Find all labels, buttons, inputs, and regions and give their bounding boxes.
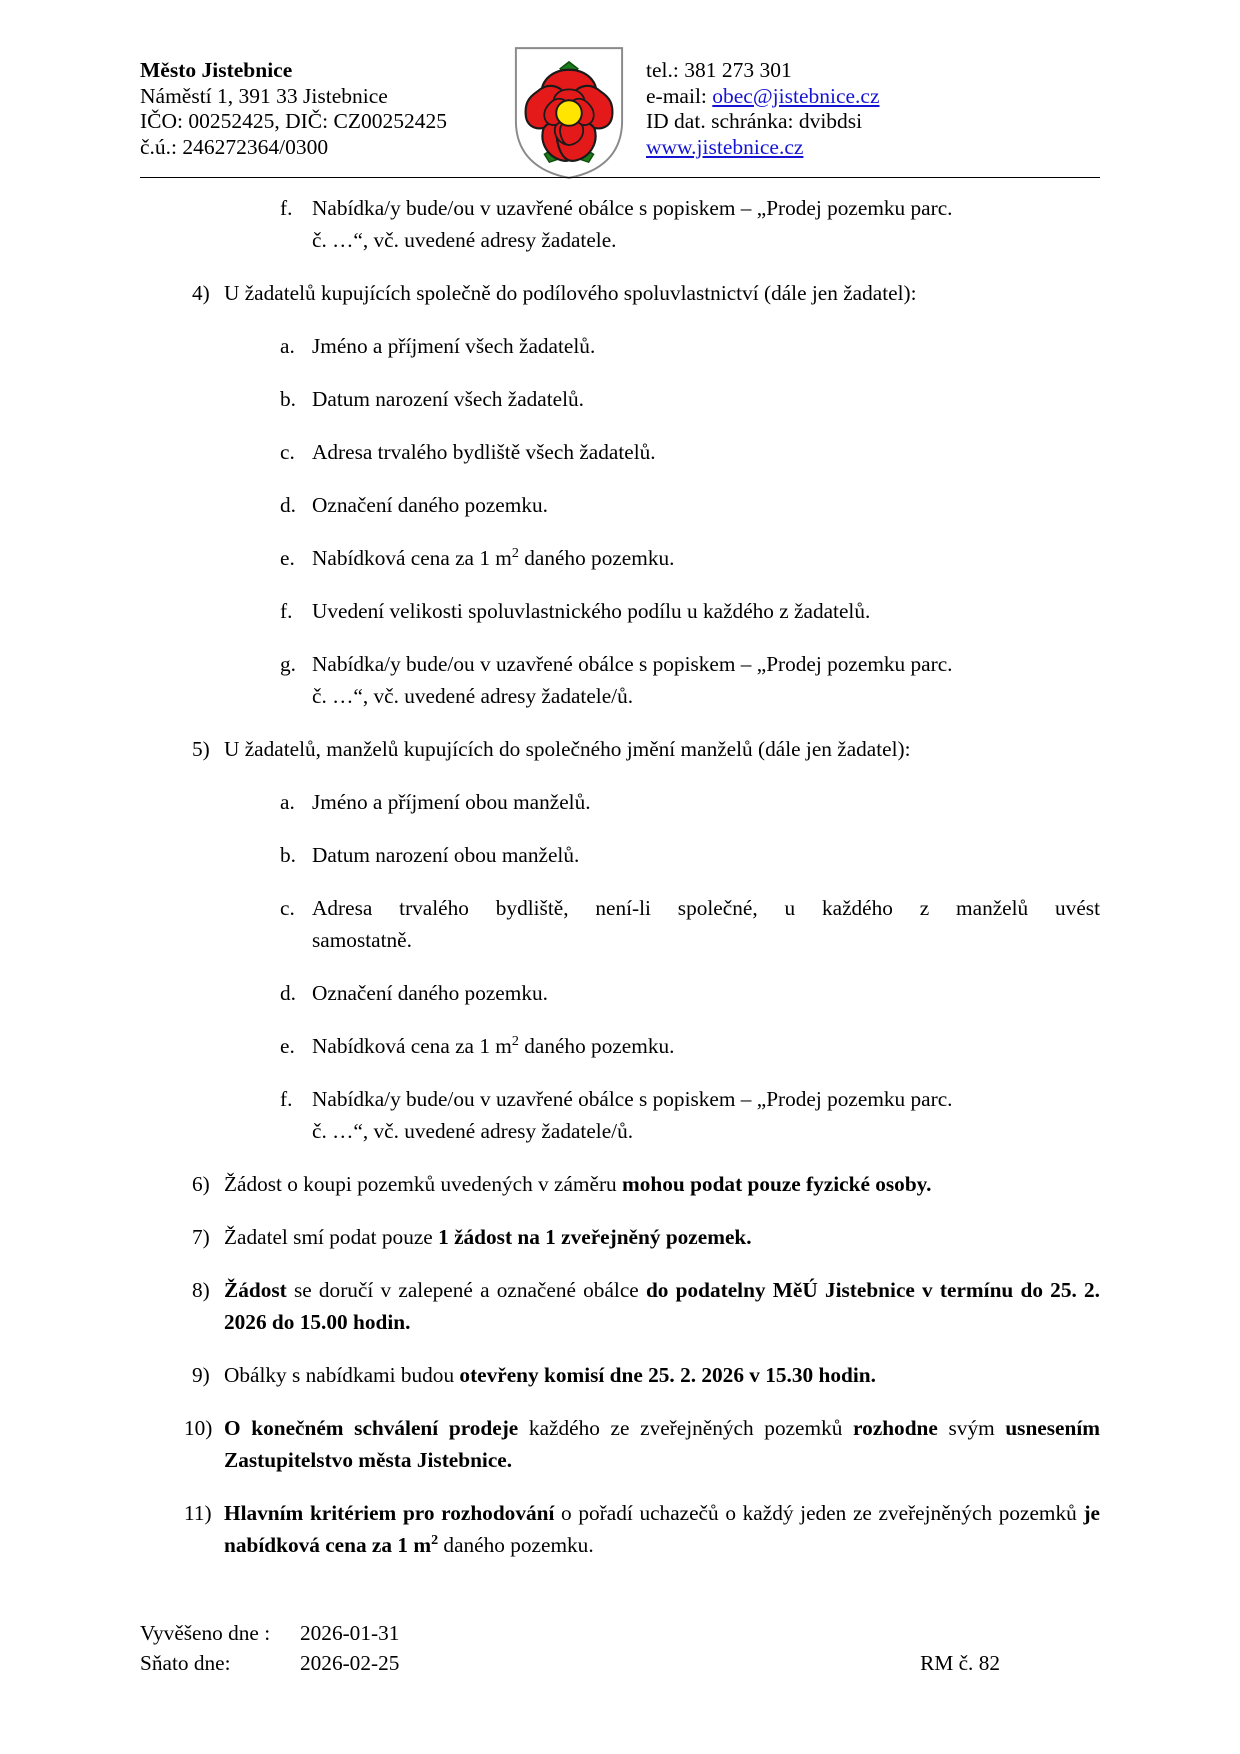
list-item-text: Označení daného pozemku. [312,981,548,1005]
contact-databox: ID dat. schránka: dvibdsi [646,109,863,133]
organization-name: Město Jistebnice [140,58,293,82]
list-item [140,192,1100,256]
list-marker: f. [280,599,293,623]
removed-date-value: 2026-02-25 [300,1651,400,1675]
list-item-text-bold: otevřeny komisí dne 25. 2. 2026 v 15.30 hodin. [459,1363,876,1387]
list-item-text: U žadatelů, manželů kupujících do společného jmění manželů (dále jen žadatel): [224,737,911,761]
superscript-square: 2 [511,544,519,561]
list-item-text-plain: se doručí v zalepené a označené obálce [286,1278,646,1302]
list-marker: 4) [192,281,210,305]
list-item-text: Označení daného pozemku. [312,493,548,517]
list-item-text-line1: Nabídka/y bude/ou v uzavřené obálce s popiskem – „Prodej pozemku parc. [312,652,953,676]
list-item [140,595,1100,627]
list-item-text-plain-2: svým [937,1416,1006,1440]
list-item-text-line2: č. …“, vč. uvedené adresy žadatele. [312,228,617,252]
list-item [140,330,1100,362]
contact-phone: tel.: 381 273 301 [646,58,792,82]
list-marker: g. [280,652,296,676]
list-marker: e. [280,1034,295,1058]
superscript-square: 2 [511,1032,519,1049]
list-marker: a. [280,790,295,814]
list-item-4 [140,277,1100,309]
list-item [140,839,1100,871]
contact-email-row [646,84,880,110]
list-marker: d. [280,493,296,517]
list-item-text-plain-1: o pořadí uchazečů o každý jeden ze zveřejněných pozemků [554,1501,1084,1525]
footer-removed-row [140,1648,1100,1678]
list-marker: 11) [184,1501,212,1525]
list-item-text: Jméno a příjmení obou manželů. [312,790,591,814]
document-reference: RM č. 82 [920,1651,1000,1675]
superscript-square: 2 [431,1531,439,1548]
list-marker: 6) [192,1172,210,1196]
list-item-text-post: daného pozemku. [518,546,675,570]
list-item-8 [140,1274,1100,1338]
removed-date-label: Sňato dne: [140,1651,231,1675]
list-item-6 [140,1168,1100,1200]
list-item-text-bold-1: Žádost [224,1278,287,1302]
list-item [140,786,1100,818]
list-item-text-line1: Adresa trvalého bydliště, není-li společné, u každého z manželů uvést [312,896,1100,920]
list-marker: e. [280,546,295,570]
list-item [140,542,1100,574]
document-body [140,192,1100,1582]
list-item-text-plain-2: daného pozemku. [438,1533,594,1557]
list-item [140,489,1100,521]
list-item-text-line2: č. …“, vč. uvedené adresy žadatele/ů. [312,684,634,708]
list-marker: 8) [192,1278,210,1302]
list-item-text: U žadatelů kupujících společně do podílového spoluvlastnictví (dále jen žadatel): [224,281,917,305]
list-item [140,892,1100,956]
organization-ids: IČO: 00252425, DIČ: CZ00252425 [140,109,447,133]
contact-email-label: e-mail: [646,83,713,108]
document-footer [140,1618,1100,1678]
footer-posted-row [140,1618,1100,1648]
list-item-text-pre: Nabídková cena za 1 m [312,1034,512,1058]
list-item-bold-2-text: je nabídková cena za 1 m [224,1501,1100,1557]
list-marker: f. [280,1087,293,1111]
list-item [140,383,1100,415]
list-item-text-bold-2: rozhodne [853,1416,938,1440]
list-item-text-bold-1: Hlavním kritériem pro rozhodování [224,1501,555,1525]
organization-account: č.ú.: 246272364/0300 [140,134,329,159]
list-item-7 [140,1221,1100,1253]
list-item-text-plain-1: každého ze zveřejněných pozemků [518,1416,854,1440]
list-item-text-line1: Nabídka/y bude/ou v uzavřené obálce s popiskem – „Prodej pozemku parc. [312,1087,953,1111]
list-marker: c. [280,896,295,920]
list-item-text-bold: mohou podat pouze fyzické osoby. [622,1172,932,1196]
list-item-text-plain: Obálky s nabídkami budou [224,1363,460,1387]
list-item-text: Datum narození obou manželů. [312,843,580,867]
list-marker: 9) [192,1363,210,1387]
list-marker: 5) [192,737,210,761]
list-item-text-plain: Žádost o koupi pozemků uvedených v záměru [224,1172,623,1196]
header-contact-block [646,58,880,160]
list-item-5 [140,733,1100,765]
list-item [140,436,1100,468]
list-item [140,648,1100,712]
list-item [140,1083,1100,1147]
list-item-text-bold-1: O konečném schválení prodeje [224,1416,519,1440]
list-marker: 7) [192,1225,210,1249]
posted-date-value: 2026-01-31 [300,1621,400,1645]
list-item-text-bold-3: usnesením Zastupitelstvo města Jistebnice. [224,1416,1100,1472]
list-marker: 10) [184,1416,213,1440]
list-item-9 [140,1359,1100,1391]
contact-email-link[interactable]: obec@jistebnice.cz [712,83,880,108]
list-marker: b. [280,387,296,411]
list-item-text-line1: Nabídka/y bude/ou v uzavřené obálce s popiskem – „Prodej pozemku parc. [312,196,953,220]
list-item-text: Datum narození všech žadatelů. [312,387,585,411]
list-item-11 [140,1497,1100,1561]
list-item [140,1030,1100,1062]
document-header [140,58,1100,187]
posted-date-label: Vyvěšeno dne : [140,1621,271,1645]
list-item-text: Adresa trvalého bydliště všech žadatelů. [312,440,656,464]
list-item-text-bold: 1 žádost na 1 zveřejněný pozemek. [438,1225,752,1249]
list-marker: c. [280,440,295,464]
list-marker: b. [280,843,296,867]
coat-of-arms-icon [510,44,628,187]
list-item-text-pre: Nabídková cena za 1 m [312,546,512,570]
list-item-text: Uvedení velikosti spoluvlastnického podílu u každého z žadatelů. [312,599,871,623]
list-item-text-post: daného pozemku. [518,1034,675,1058]
list-item [140,977,1100,1009]
list-marker: f. [280,196,293,220]
list-item-text-plain: Žadatel smí podat pouze [224,1225,439,1249]
list-item-10 [140,1412,1100,1476]
contact-website-link[interactable]: www.jistebnice.cz [646,134,804,159]
list-item-text-line2: č. …“, vč. uvedené adresy žadatele/ů. [312,1119,634,1143]
header-organization-block [140,58,510,160]
list-item-text-bold-2: do podatelny MěÚ Jistebnice v termínu do 25. 2. 2026 do 15.00 hodin. [224,1278,1100,1334]
header-divider [140,177,1100,178]
list-marker: a. [280,334,295,358]
list-marker: d. [280,981,296,1005]
list-item-text-line2: samostatně. [312,928,412,952]
list-item-text: Jméno a příjmení všech žadatelů. [312,334,596,358]
organization-address: Náměstí 1, 391 33 Jistebnice [140,83,388,108]
